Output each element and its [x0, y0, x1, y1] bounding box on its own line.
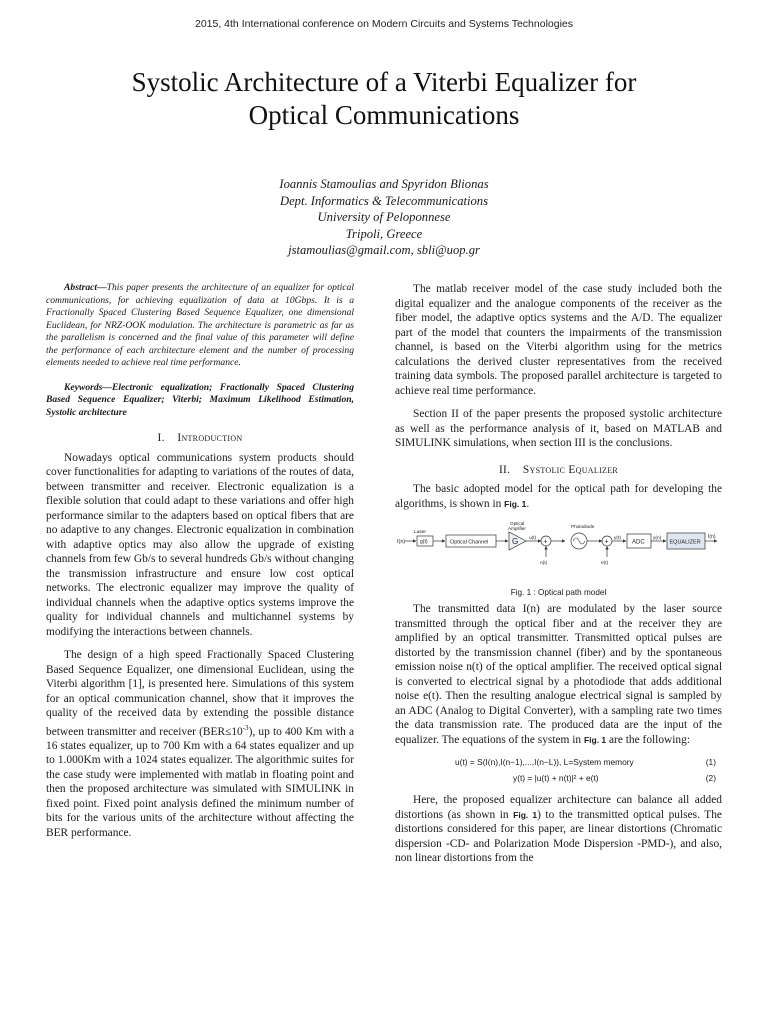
systolic-p3-end: ) to the transmitted optical pulses. The distortions considered for this paper, are linear distortions (Chromatic dispersion -CD- and Polarization Mode Dispersion -PMD-), and also, non linear distortions from the: [395, 808, 722, 864]
right-column: [395, 282, 722, 875]
author-department: Dept. Informatics & Telecommunications: [279, 193, 488, 208]
noise-e-label: e(t): [601, 561, 609, 566]
systolic-p2-text: The transmitted data I(n) are modulated by the laser source transmitted through the optical fiber and at the receiver they are amplified by an optical transmitter. Transmitted optical pulses are distorted by the transmission channel (fiber) and by the spontaneous emission noise n(t) of the optical amplifier. The received optical signal is converted to electrical signal by a photodiode that adds additional noise e(t). Then the resulting analogue electrical signal is sampled by an ADC (Analog to Digital Converter), with a sampling rate two times the data transmission rate. The produced data are the input of the equalizer. The equations of the system in: [395, 603, 722, 746]
section-heading-systolic-equalizer: [395, 463, 722, 478]
optical-channel-label: Optical Channel: [450, 539, 489, 546]
amplifier-label-bottom: Amplifier: [508, 526, 526, 531]
laser-label: Laser: [414, 530, 426, 535]
noise-n-label: n(t): [540, 561, 548, 566]
input-label: I(n): [397, 539, 406, 545]
author-names: Ioannis Stamoulias and Spyridon Blionas: [279, 177, 489, 191]
author-university: University of Peloponnese: [317, 210, 451, 224]
intro-p2-part-b: ), up to 400 Km with a 16 states equalizer, up to 700 Km with a 64 states equalizer and up to 1.000Km with a 1024 states equalizer. The algorithmic suites for the case study were implemented with matlab in floating point and then the proposed architecture was simulated with SIMULINK in fixed point. Fixed point analysis defined the minimum number of bits for the various units of the architecture without affecting the BER performance.: [46, 725, 354, 839]
abstract-label: Abstract: [64, 282, 98, 293]
photodiode-label: Photodiode: [571, 524, 595, 529]
abstract: [46, 282, 354, 370]
ber-exponent: -3: [242, 723, 249, 732]
section-title: Introduction: [177, 432, 243, 444]
systolic-p1-text: The basic adopted model for the optical path for developing the algorithms, is shown in: [395, 483, 722, 510]
y-signal-label: y(t): [614, 536, 621, 541]
intro-paragraph-1: Nowadays optical communications system products should cover functionalities for adapting to variations of the routes of data, between transmitter and receiver. Electronic equalization is a flexible solution that could adapt to these variations and offer high performance similar to the adapters based on optical fibers that are no adaptive to any changes. Electronic equalization in combination with adaptive optics may also allow the upgrade of existing channels from few Gb/s to several hundreds Gb/s without changing the transmission infrastructure and ensure low cost optical networks. The electronic equalizer may improve the quality of individual channels when the adaptive optics systems improve the quality for individual channels and multichannel systems by modifying the interactions between channels.: [46, 451, 354, 638]
keywords: [46, 382, 354, 420]
adc-label: ADC: [632, 539, 645, 546]
section-heading-introduction: [46, 431, 354, 446]
figure-caption: Fig. 1 : Optical path model: [510, 587, 607, 597]
keywords-label: Keywords—: [64, 381, 112, 393]
systolic-paragraph-1: [395, 482, 722, 511]
u-signal-label: u(t): [529, 536, 537, 541]
figure-reference: Fig. 1: [583, 734, 607, 745]
optical-path-diagram: [395, 519, 722, 575]
section-title: Systolic Equalizer: [522, 463, 619, 476]
abstract-text: This paper presents the architecture of an equalizer for optical communications, for achieving equalization of data at 10Gbps. It is a Fractionally Spaced Clustering Based Sequence Equalizer, one dimensional Euclidean, for NRZ-OOK modulation. The architecture is parametric as far as the parallelism is concerned and the final value of this parameter will define the performance of each architecture element and the number of processing elements needed to achieve real time performance.: [46, 282, 354, 368]
equation-1-number: (1): [705, 757, 716, 767]
conference-header: 2015, 4th International conference on Modern Circuits and Systems Technologies: [194, 18, 574, 30]
section-numeral: II.: [498, 463, 511, 476]
equation-2-number: (2): [705, 773, 716, 783]
right-paragraph-1: The matlab receiver model of the case study included both the digital equalizer and the analogue components of the receiver as the fiber model, the adaptive optics systems and the A/D. The equalizer part of the model that counters the impairments of the transmission channel, is based on the Viterbi algorithm using for the metrics calculations the derived cluster representatives from the received training data symbols. The proposed parallel architecture is targeted to achieve real time performance.: [395, 283, 722, 397]
author-emails: jstamoulias@gmail.com, sbli@uop.gr: [288, 243, 480, 257]
intro-paragraph-2: [46, 648, 354, 840]
amplifier-label-top: Optical: [510, 521, 525, 526]
amplifier-gain-symbol: G: [512, 537, 519, 546]
figure-reference: Fig. 1: [513, 809, 538, 820]
systolic-paragraph-3: [395, 793, 722, 866]
systolic-paragraph-2: [395, 602, 722, 747]
svg-text:+: +: [604, 538, 609, 546]
laser-pulse-label: g(t): [420, 539, 428, 545]
keywords-text: Electronic equalization; Fractionally Spaced Clustering Based Sequence Equalizer; Viterbi; Maximum Likelihood Estimation, Systolic architecture: [46, 381, 354, 418]
author-block: [0, 176, 768, 259]
title-line-1: Systolic Architecture of a Viterbi Equalizer for: [131, 67, 637, 97]
output-label: I(n): [708, 534, 716, 540]
systolic-p3-text: Here, the proposed equalizer architecture can balance all added distortions (as shown in: [395, 794, 722, 821]
right-paragraph-2: Section II of the paper presents the proposed systolic architecture as well as the performance analysis of it, based on MATLAB and SIMULINK simulations, when section III is the conclusions.: [395, 408, 722, 449]
intro-p2-part-a: The design of a high speed Fractionally Spaced Clustering Based Sequence Equalizer, one dimensional Euclidean, using the Viterbi algorithm [1], is presented here. Simulations of this system for an optical communication channel, show that it improves the quality of the received data by extending the possible distance between transmitter and receiver (BER≤10: [46, 649, 354, 738]
svg-text:+: +: [543, 538, 548, 546]
equation-1: [395, 753, 722, 769]
section-numeral: I.: [157, 432, 165, 444]
abstract-dash: —: [97, 282, 107, 293]
author-city: Tripoli, Greece: [345, 226, 423, 241]
yn-signal-label: y(n): [653, 536, 662, 541]
title-line-2: Optical Communications: [248, 100, 520, 130]
systolic-p2-end: are the following:: [606, 733, 690, 746]
equation-2: [395, 769, 722, 785]
left-column: [46, 282, 354, 849]
equalizer-label: EQUALIZER: [669, 539, 701, 546]
paper-title: [40, 66, 728, 132]
equation-2-text: y(t) = |u(t) + n(t)|² + e(t): [513, 773, 599, 783]
figure-reference: Fig. 1: [504, 498, 527, 509]
systolic-p1-end: .: [526, 497, 530, 510]
equation-1-text: u(t) = S(I(n),I(n−1),...,I(n−L)), L=System memory: [455, 757, 634, 767]
